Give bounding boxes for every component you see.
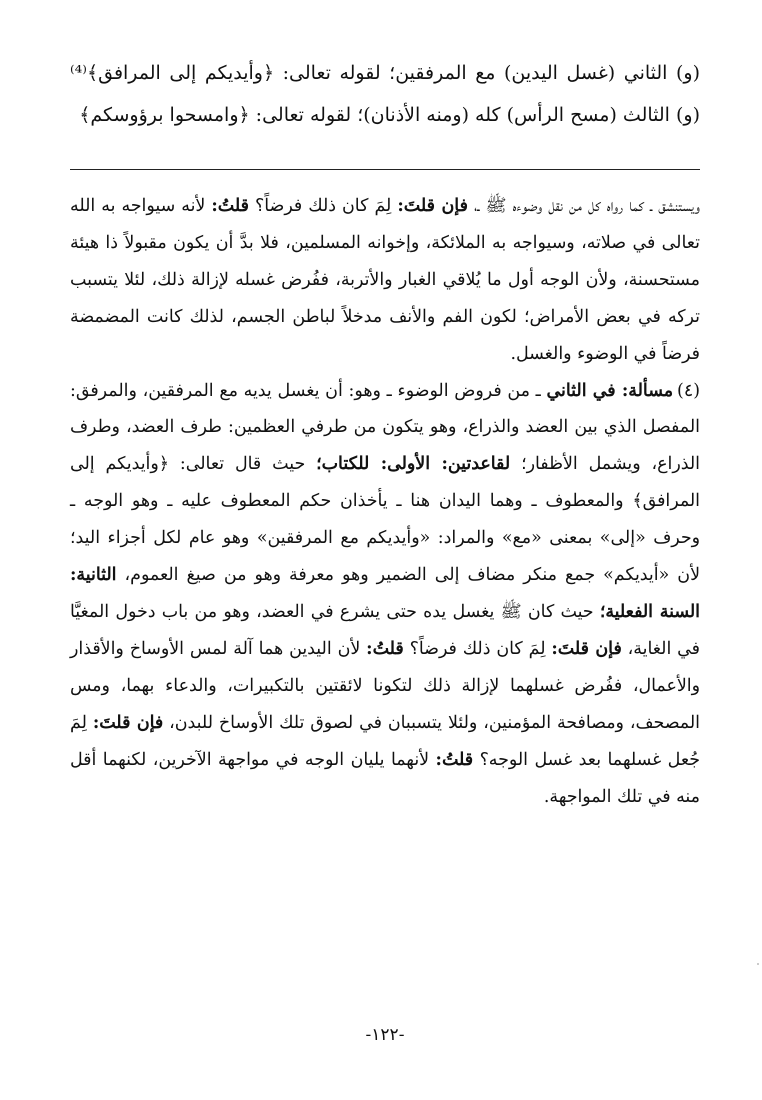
bold-term: مسألة: في الثاني: [546, 380, 674, 401]
text-run: لأن اليدين هما آلة لمس الأوساخ والأقذار والأعمال، ففُرض غسلهما لإزالة ذلك لتكونا لائقتين بالتكبيرات، والدعاء بهما، ومس المصحف، ومصافحة المؤمنين، ولئلا يتسببان في لصوق تلك الأوساخ للبدن،: [70, 638, 700, 733]
commentary-text: [70, 188, 700, 815]
bold-term: فإن قلتَ:: [92, 712, 164, 733]
commentary-paragraph-2: [70, 373, 700, 816]
text-run: لِمَ كان ذلك فرضاً؟: [403, 638, 552, 659]
text-run: حيث قال تعالى: ﴿وأيديكم إلى المرافق﴾ والمعطوف ـ وهما اليدان هنا ـ يأخذان حكم المعطوف عليه ـ وهو الوجه ـ وحرف «إلى» بمعنى «مع» والمراد: «وأيديكم مع المرفقين» وهو عام لكل أجزاء اليد؛ لأن «أيديكم» جمع منكر مضاف إلى الضمير وهو معرفة وهو من صيغ العموم،: [70, 454, 700, 586]
document-page: [70, 0, 700, 1100]
masala-number: (٤): [677, 380, 700, 401]
text-run: لأنه سيواجه به الله تعالى في صلاته، وسيواجه به الملائكة، وإخوانه المسلمين، فلا بدَّ أن يكون مقبولاً ذا هيئة مستحسنة، ولأن الوجه أول ما يُلاقي الغبار والأتربة، ففُرض غسله لإزالة ذلك، لئلا يتسبب تركه في بعض الأمراض؛ لكون الفم والأنف مدخلاً لباطن الجسم، لذلك كانت المضمضة فرضاً في الوضوء والغسل.: [70, 196, 700, 364]
footnote-divider: [70, 169, 700, 170]
text-run: لأنهما يليان الوجه في مواجهة الآخرين، لكنهما أقل منه في تلك المواجهة.: [70, 749, 700, 807]
text-run: لِمَ كان ذلك فرضاً؟: [248, 196, 398, 216]
bold-term: فإن قلتَ:: [397, 196, 468, 216]
text-run: ويستنشق ـ كما رواه كل من نقل وضوءه ﷺ ـ،: [467, 196, 700, 216]
commentary-paragraph-1: [70, 188, 700, 373]
bold-term: قلتُ:: [435, 749, 474, 770]
bold-term: قلتُ:: [211, 196, 249, 216]
text-run: ـ من فروض الوضوء ـ وهو: أن يغسل يديه مع المرفقين، والمرفق: المفصل الذي بين العضد والذراع، وهو يتكون من طرفي العظمين: طرف العضد، وطرف الذراع، ويشمل الأظفار؛: [70, 380, 700, 475]
matn-text: [70, 52, 700, 136]
bold-term: الثانية: السنة الفعلية؛: [70, 565, 700, 622]
page-number: -١٢٢-: [365, 1025, 405, 1045]
text-run: حيث كان ﷺ يغسل يده حتى يشرع في العضد، وهو من باب دخول المغيَّا في الغاية،: [70, 601, 700, 659]
text-run: لِمَ جُعل غسلهما بعد غسل الوجه؟: [70, 712, 700, 770]
scan-speck: [757, 963, 759, 965]
bold-term: فإن قلتَ:: [551, 638, 622, 659]
matn-paragraph: (و) الثاني (غسل اليدين) مع المرفقين؛ لقوله تعالى: ﴿وأيديكم إلى المرافق﴾⁽⁴⁾ (و) الثالث (مسح الرأس) كله (ومنه الأذنان)؛ لقوله تعالى: ﴿وامسحوا برؤوسكم﴾: [70, 62, 700, 126]
bold-term: لقاعدتين: الأولى: للكتاب؛: [316, 454, 511, 475]
bold-term: قلتُ:: [366, 638, 404, 659]
